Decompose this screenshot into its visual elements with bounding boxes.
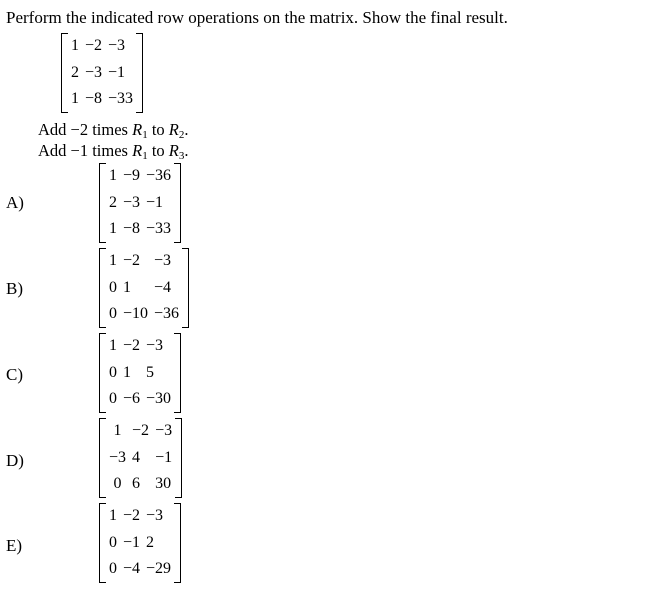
option-c-label[interactable]: C) [6,365,23,384]
matrix-cell: −2 [85,37,103,55]
matrix-row [106,418,175,445]
matrix-cell: 1 [109,167,117,185]
matrix-cell: 2 [146,533,155,551]
option-b-matrix[interactable] [99,248,189,328]
matrix-cell: 0 [113,475,122,493]
matrix-row [106,248,182,275]
matrix-cell: −4 [123,560,141,578]
matrix-row [106,275,182,302]
matrix-row [68,86,136,113]
matrix-cell: −6 [123,390,141,408]
matrix-cell: −1 [123,533,141,551]
option-e-matrix[interactable] [99,503,181,583]
matrix-cell: 1 [71,37,79,55]
matrix-row [68,60,136,87]
matrix-row [106,360,174,387]
matrix-cell: −3 [146,507,164,525]
matrix-cell: −36 [146,167,172,185]
matrix-cell: 0 [109,390,117,408]
matrix-cell: 4 [132,448,141,466]
option-a-label[interactable]: A) [6,193,24,212]
matrix-cell: −3 [154,252,172,270]
matrix-row [106,301,182,328]
matrix-cell: 1 [109,252,117,270]
matrix-cell: 1 [109,220,117,238]
matrix-row [106,216,174,243]
row-operation-1: Add −2 times $R_1$ to $R_2$. [38,120,189,141]
matrix-cell: 6 [132,475,141,493]
option-d-matrix[interactable] [99,418,182,498]
matrix-cell: −33 [146,220,172,238]
option-e-label[interactable]: E) [6,536,23,555]
matrix-cell: 5 [146,363,155,381]
matrix-cell: −2 [132,422,150,440]
matrix-cell: −2 [123,337,141,355]
matrix-row [106,445,175,472]
matrix-cell: 1 [113,422,122,440]
matrix-cell: −1 [155,448,173,466]
matrix-cell: −4 [154,278,172,296]
matrix-cell: −3 [108,37,126,55]
matrix-cell: 0 [109,305,117,323]
matrix-row [106,503,174,530]
matrix-cell: −33 [108,90,134,108]
matrix-cell: 1 [123,363,131,381]
matrix-cell: 30 [155,475,172,493]
matrix-row [106,163,174,190]
matrix-cell: −3 [85,63,103,81]
matrix-cell: −29 [146,560,172,578]
matrix-cell: −3 [146,337,164,355]
matrix-cell: −8 [85,90,103,108]
matrix-cell: −2 [123,507,141,525]
matrix-cell: 0 [109,560,117,578]
matrix-cell: 2 [109,193,117,211]
matrix-cell: −3 [155,422,173,440]
matrix-cell: 2 [71,63,79,81]
option-a-matrix[interactable] [99,163,181,243]
matrix-cell: −3 [123,193,141,211]
matrix-row [106,333,174,360]
matrix-cell: −2 [123,252,141,270]
matrix-cell: 0 [109,278,117,296]
matrix-cell: −1 [108,63,126,81]
row-operation-2: Add −1 times $R_1$ to $R_3$. [38,141,189,162]
matrix-row [106,471,175,498]
matrix-cell: −3 [109,448,127,466]
matrix-row [106,386,174,413]
matrix-cell: 0 [109,363,117,381]
matrix-row [68,33,136,60]
matrix-cell: 1 [71,90,79,108]
option-d-label[interactable]: D) [6,451,24,470]
matrix-cell: 1 [123,278,131,296]
matrix-row [106,190,174,217]
matrix-cell: 1 [109,337,117,355]
matrix-cell: −30 [146,390,172,408]
given-matrix [61,33,143,113]
option-b-label[interactable]: B) [6,279,23,298]
matrix-cell: 0 [109,533,117,551]
option-c-matrix[interactable] [99,333,181,413]
matrix-cell: −8 [123,220,141,238]
matrix-cell: −9 [123,167,141,185]
matrix-cell: −10 [123,305,149,323]
question-text: Perform the indicated row operations on the matrix. Show the final result. [6,8,508,27]
matrix-cell: 1 [109,507,117,525]
matrix-row [106,530,174,557]
matrix-cell: −1 [146,193,164,211]
matrix-cell: −36 [154,305,180,323]
matrix-row [106,556,174,583]
